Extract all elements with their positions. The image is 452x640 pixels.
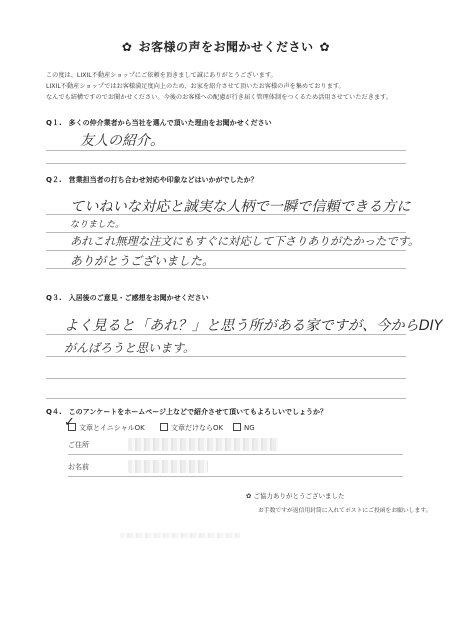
- intro-line: この度は、LIXIL不動産ショップにご依頼を頂きまして誠にありがとうございます。: [46, 72, 277, 79]
- flower-icon: ✿: [246, 492, 252, 500]
- answer-line: [46, 268, 406, 269]
- question-3-label: Q３. 入居後のご意見・ご感想をお聞かせください: [46, 294, 209, 302]
- option-initial-ok[interactable]: [68, 423, 145, 433]
- answer-line: [46, 334, 406, 335]
- thanks-label: ご協力ありがとうございました: [253, 492, 345, 500]
- intro-line: LIXIL不動産ショップではお客様満足度向上のため、お家を紹介させて頂いたお客様の声を集めております。: [46, 83, 345, 90]
- answer-2-line: なりました。: [70, 220, 125, 230]
- answer-2-line: ていねいな対応と誠実な人柄で一瞬で信頼できる方に: [70, 199, 411, 215]
- checkmark-icon: ✓: [64, 415, 75, 430]
- flower-icon: ✿: [319, 40, 331, 54]
- answer-2-line: ありがとうございました。: [70, 254, 215, 268]
- option-label: NG: [244, 424, 255, 432]
- answer-2-line: あれこれ無理な注文にもすぐに対応して下さりありがたかったです。: [70, 235, 420, 248]
- flower-icon: ✿: [121, 40, 133, 54]
- answer-line: [46, 356, 406, 357]
- intro-text: [46, 70, 392, 103]
- thanks-text: [246, 491, 345, 500]
- answer-line: [46, 150, 406, 151]
- title-text: お客様の声をお聞かせください: [138, 40, 314, 54]
- option-label: 文章とイニシャルOK: [79, 424, 145, 432]
- redacted-address: [128, 438, 278, 451]
- option-text-only-ok[interactable]: [160, 423, 223, 433]
- address-label: ご住所: [68, 441, 89, 449]
- answer-line: [46, 378, 406, 379]
- answer-line: [46, 250, 406, 251]
- answer-3-line: よく見ると「あれ？」と思う所がある家ですが、今からDIY: [64, 318, 443, 334]
- redacted-footer: [120, 533, 240, 538]
- redacted-name: [128, 460, 208, 473]
- intro-line: なんでも結構ですのでお聞かせください。今後のお客様への配慮が行き届く管理体制をつくるため活用させていただきます。: [46, 94, 393, 101]
- answer-line: [46, 232, 406, 233]
- return-note: お手数ですが返信用封筒に入れてポストにご投函をお願いします。: [258, 508, 432, 514]
- name-label: お名前: [68, 463, 89, 471]
- option-label: 文章だけならOK: [171, 424, 224, 432]
- page-title: [0, 38, 452, 55]
- address-line: [68, 454, 403, 455]
- answer-line: [46, 214, 406, 215]
- name-line: [68, 476, 403, 477]
- checkbox-icon[interactable]: [233, 423, 241, 431]
- answer-1-line: 友人の紹介。: [80, 133, 164, 149]
- question-2-label: Q２. 営業担当者の打ち合わせ対応や印象などはいかがでしたか？: [46, 176, 258, 184]
- answer-3-line: がんばろうと思います。: [64, 341, 196, 355]
- question-1-label: Q１. 多くの仲介業者から当社を選んで頂いた理由をお聞かせください: [46, 119, 272, 127]
- option-ng[interactable]: [233, 423, 255, 432]
- answer-line: [46, 398, 406, 399]
- question-4-label: Q４. このアンケートをホームページ上などで紹介させて頂いてもよろしいでしょうか？: [46, 408, 328, 416]
- answer-line: [46, 163, 406, 164]
- checkbox-icon[interactable]: [160, 423, 168, 431]
